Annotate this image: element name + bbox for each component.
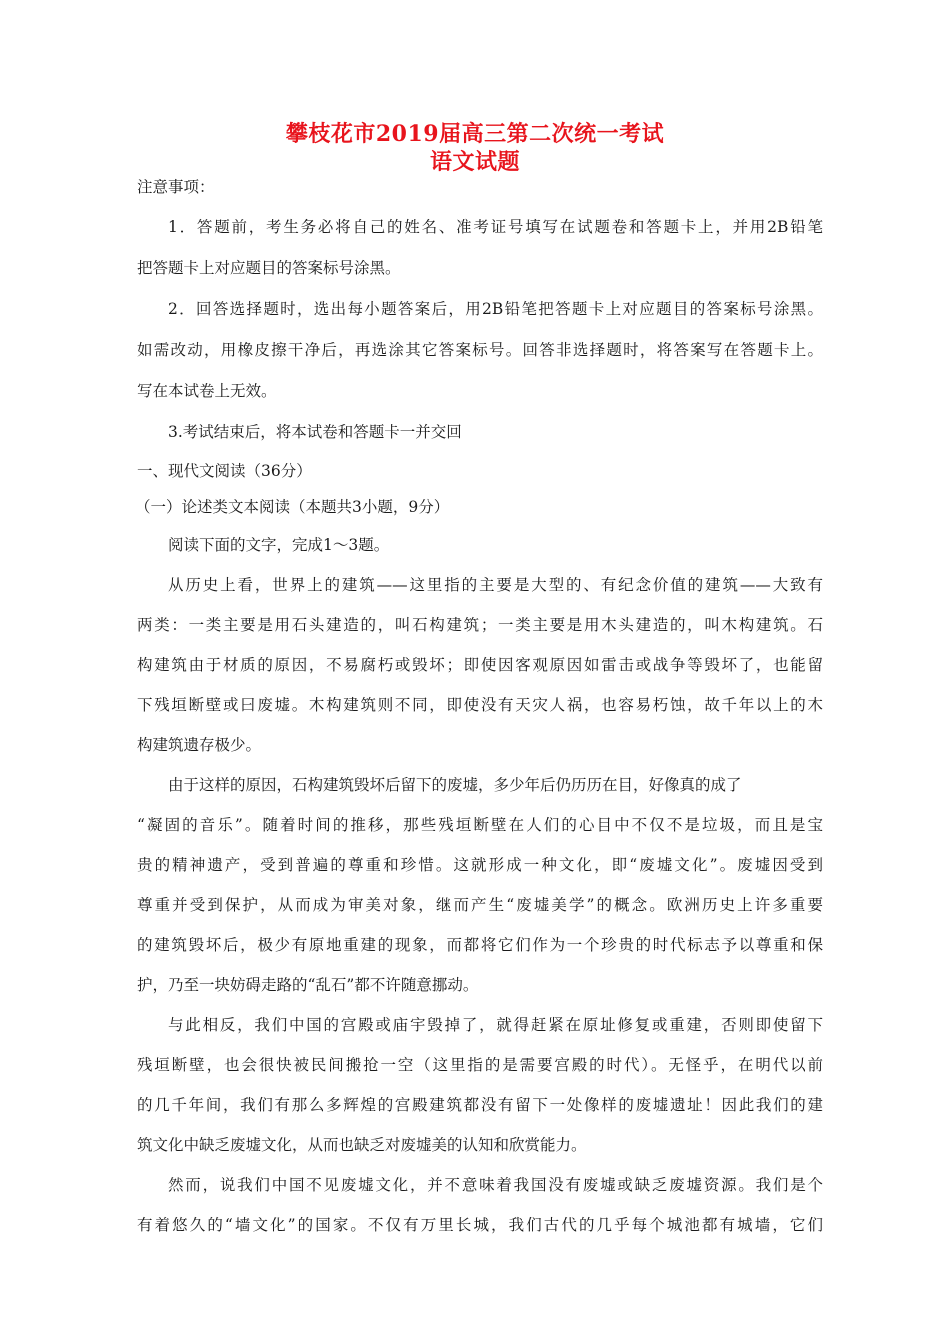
paragraph-line: 的建筑毁坏后，极少有原地重建的现象，而都将它们作为一个珍贵的时代标志予以尊重和保 (137, 936, 823, 954)
reading-instruction: 阅读下面的文字，完成1～3题。 (168, 536, 390, 554)
paragraph-line: 从历史上看，世界上的建筑——这里指的主要是大型的、有纪念价值的建筑——大致有 (168, 576, 823, 594)
note-item (137, 207, 823, 289)
passage-paragraph (137, 765, 823, 1005)
title-line-1: 攀枝花市2019届高三第二次统一考试 (285, 121, 665, 147)
section-heading: 一、现代文阅读（36分） (137, 462, 312, 480)
paragraph-line: 与此相反，我们中国的宫殿或庙宇毁掉了，就得赶紧在原址修复或重建，否则即使留下 (168, 1016, 823, 1034)
paragraph-line: 构建筑遗存极少。 (137, 736, 262, 754)
paragraph-line: 构建筑由于材质的原因，不易腐朽或毁坏；即使因客观原因如雷击或战争等毁坏了，也能留 (137, 656, 823, 674)
paragraph-line: 贵的精神遗产，受到普遍的尊重和珍惜。这就形成一种文化，即“废墟文化”。废墟因受到 (137, 856, 823, 874)
subsection-heading: （一）论述类文本阅读（本题共3小题，9分） (135, 498, 450, 516)
title-line-2: 语文试题 (429, 149, 520, 175)
paragraph-line: 两类：一类主要是用石头建造的，叫石构建筑；一类主要是用木头建造的，叫木构建筑。石 (137, 616, 823, 634)
note-item (137, 289, 823, 412)
notes-list (137, 207, 823, 453)
passage-paragraph (137, 565, 823, 765)
paragraph-line: 由于这样的原因，石构建筑毁坏后留下的废墟，多少年后仍历历在目，好像真的成了 (168, 776, 742, 794)
passage-paragraph (137, 1165, 823, 1245)
paragraph-line: 残垣断壁，也会很快被民间搬抢一空（这里指的是需要宫殿的时代）。无怪乎，在明代以前 (137, 1056, 823, 1074)
paragraph-line: “凝固的音乐”。随着时间的推移，那些残垣断壁在人们的心目中不仅不是垃圾，而且是宝 (137, 816, 823, 834)
paragraph-line: 下残垣断壁或曰废墟。木构建筑则不同，即使没有天灾人祸，也容易朽蚀，故千年以上的木 (137, 696, 823, 714)
paragraph-line: 尊重并受到保护，从而成为审美对象，继而产生“废墟美学”的概念。欧洲历史上许多重要 (137, 896, 823, 914)
paragraph-line: 护，乃至一块妨碍走路的“乱石”都不许随意挪动。 (137, 976, 479, 994)
note-line: 3.考试结束后，将本试卷和答题卡一并交回 (168, 423, 462, 441)
exam-title (0, 120, 950, 176)
paragraph-line: 然而，说我们中国不见废墟文化，并不意味着我国没有废墟或缺乏废墟资源。我们是个 (168, 1176, 823, 1194)
paragraph-line: 的几千年间，我们有那么多辉煌的宫殿建筑都没有留下一处像样的废墟遗址！因此我们的建 (137, 1096, 823, 1114)
note-item (137, 412, 823, 453)
passage-paragraph (137, 1005, 823, 1165)
note-line: 写在本试卷上无效。 (137, 382, 277, 400)
paragraph-line: 有着悠久的“墙文化”的国家。不仅有万里长城，我们古代的几乎每个城池都有城墙，它们 (137, 1216, 823, 1234)
note-line: 1．答题前，考生务必将自己的姓名、准考证号填写在试题卷和答题卡上，并用2B铅笔 (168, 218, 823, 236)
note-line: 2．回答选择题时，选出每小题答案后，用2B铅笔把答题卡上对应题目的答案标号涂黑。 (168, 300, 823, 318)
exam-content (137, 175, 823, 1245)
paragraph-line: 筑文化中缺乏废墟文化，从而也缺乏对废墟美的认知和欣赏能力。 (137, 1136, 587, 1154)
note-line: 如需改动，用橡皮擦干净后，再选涂其它答案标号。回答非选择题时，将答案写在答题卡上。 (137, 341, 823, 359)
reading-passage (137, 565, 823, 1245)
notes-heading: 注意事项： (137, 178, 215, 196)
note-line: 把答题卡上对应题目的答案标号涂黑。 (137, 259, 401, 277)
